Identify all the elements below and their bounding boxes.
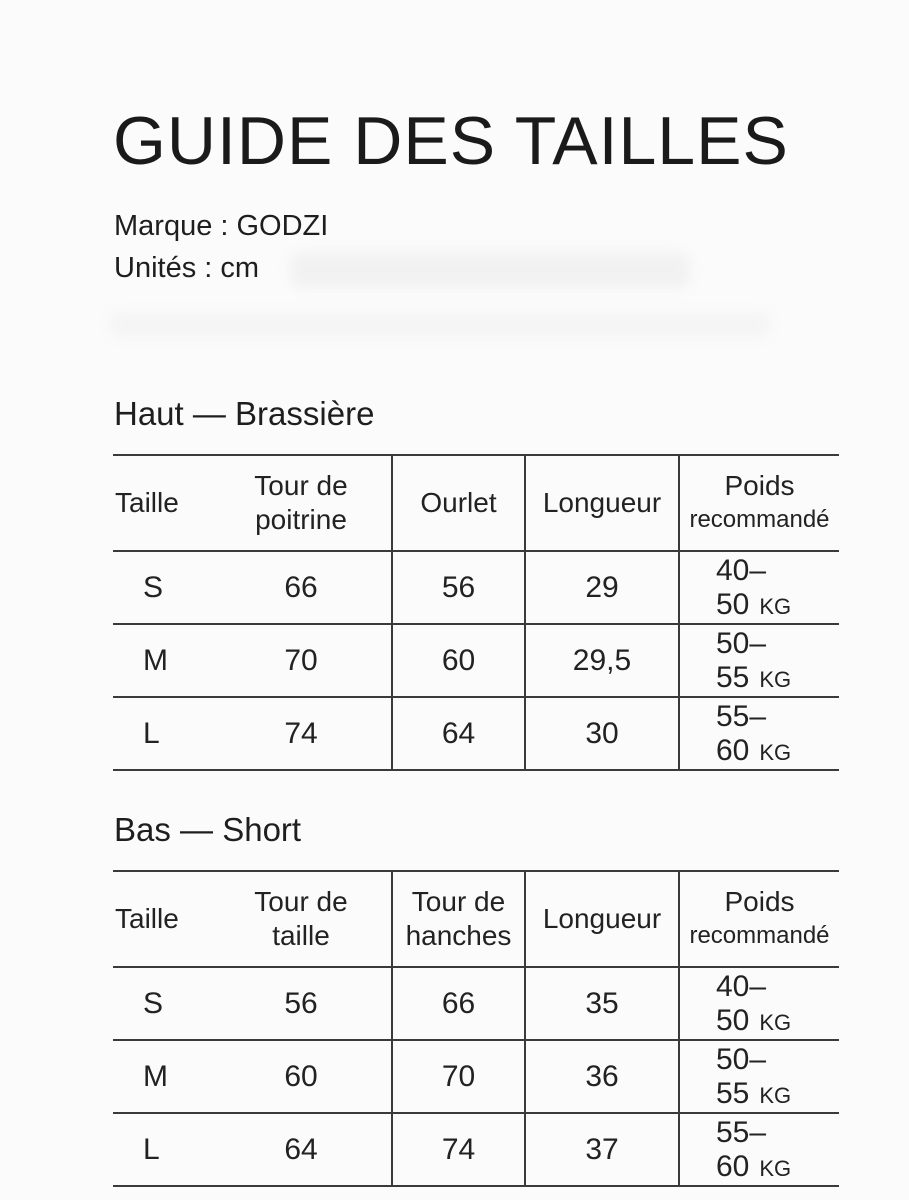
cell-length: 29 <box>525 551 679 624</box>
cell-waist: 56 <box>211 967 392 1040</box>
cell-weight <box>679 967 839 1040</box>
header-weight-line-2: recommandé <box>689 506 830 533</box>
table-row <box>113 1113 839 1186</box>
cell-weight <box>679 697 839 770</box>
weight-unit: KG <box>759 1082 792 1108</box>
cell-chest: 74 <box>211 697 392 770</box>
cell-hem: 60 <box>392 624 525 697</box>
header-hips-line-2: hanches <box>405 920 512 951</box>
header-chest-line-1: Tour de <box>254 470 348 501</box>
units-label: Unités : cm <box>114 252 260 284</box>
weight-value: 50–55 <box>716 626 767 694</box>
cell-hips: 66 <box>392 967 525 1040</box>
cell-size: L <box>113 697 211 770</box>
cell-weight <box>679 551 839 624</box>
table-row <box>113 624 839 697</box>
header-hips <box>392 871 525 967</box>
header-weight <box>679 455 839 551</box>
header-waist-line-2: taille <box>272 920 330 951</box>
brand-label: Marque : GODZI <box>114 210 329 242</box>
blurred-text-region <box>110 312 770 338</box>
table-header-row <box>113 871 839 967</box>
weight-unit: KG <box>759 1009 792 1035</box>
cell-size: M <box>113 1040 211 1113</box>
weight-value: 40–50 <box>716 969 767 1037</box>
page-title: GUIDE DES TAILLES <box>113 103 789 179</box>
header-hem-line-1: Ourlet <box>420 487 497 518</box>
cell-hips: 70 <box>392 1040 525 1113</box>
header-weight-line-2: recommandé <box>689 922 830 949</box>
cell-length: 35 <box>525 967 679 1040</box>
cell-size: S <box>113 967 211 1040</box>
weight-value: 55–60 <box>716 699 767 767</box>
header-length <box>525 871 679 967</box>
table-row <box>113 967 839 1040</box>
cell-hem: 56 <box>392 551 525 624</box>
size-table-top <box>113 454 839 771</box>
cell-size: L <box>113 1113 211 1186</box>
weight-value: 50–55 <box>716 1042 767 1110</box>
header-chest-line-2: poitrine <box>255 504 347 535</box>
table-row <box>113 697 839 770</box>
weight-value: 55–60 <box>716 1115 767 1183</box>
weight-unit: KG <box>759 593 792 619</box>
cell-length: 37 <box>525 1113 679 1186</box>
cell-size: M <box>113 624 211 697</box>
section-title-top: Haut — Brassière <box>114 395 375 432</box>
cell-weight <box>679 624 839 697</box>
table-header-row <box>113 455 839 551</box>
cell-waist: 64 <box>211 1113 392 1186</box>
cell-weight <box>679 1113 839 1186</box>
cell-size: S <box>113 551 211 624</box>
cell-hips: 74 <box>392 1113 525 1186</box>
table-row <box>113 551 839 624</box>
cell-weight <box>679 1040 839 1113</box>
header-size: Taille <box>113 455 211 551</box>
header-length-line-1: Longueur <box>542 487 662 518</box>
table-row <box>113 1040 839 1113</box>
cell-length: 36 <box>525 1040 679 1113</box>
cell-waist: 60 <box>211 1040 392 1113</box>
cell-length: 30 <box>525 697 679 770</box>
header-weight-line-1: Poids <box>724 886 795 917</box>
weight-unit: KG <box>759 739 792 765</box>
header-waist <box>211 871 392 967</box>
weight-unit: KG <box>759 666 792 692</box>
cell-length: 29,5 <box>525 624 679 697</box>
cell-chest: 66 <box>211 551 392 624</box>
header-length <box>525 455 679 551</box>
header-waist-line-1: Tour de <box>254 886 348 917</box>
cell-chest: 70 <box>211 624 392 697</box>
header-hips-line-1: Tour de <box>411 886 506 917</box>
header-length-line-1: Longueur <box>542 903 662 934</box>
header-weight <box>679 871 839 967</box>
header-chest <box>211 455 392 551</box>
blurred-text-region <box>290 252 690 288</box>
weight-unit: KG <box>759 1155 792 1181</box>
header-size: Taille <box>113 871 211 967</box>
section-title-bottom: Bas — Short <box>114 811 302 848</box>
header-hem <box>392 455 525 551</box>
cell-hem: 64 <box>392 697 525 770</box>
header-weight-line-1: Poids <box>724 470 795 501</box>
weight-value: 40–50 <box>716 553 767 621</box>
size-table-bottom <box>113 870 839 1187</box>
